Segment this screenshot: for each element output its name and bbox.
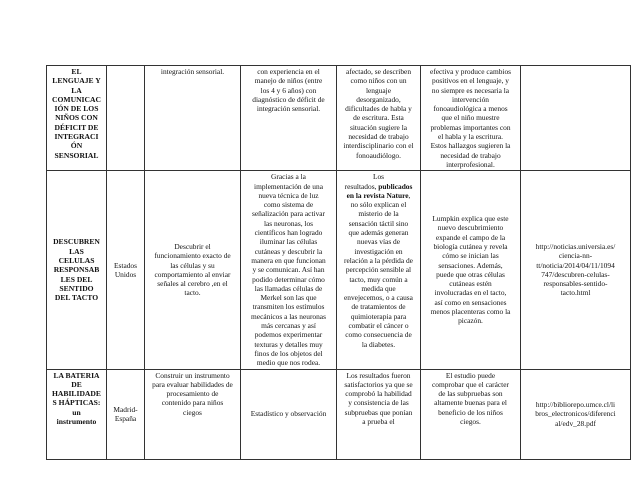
results-cell: Los resultados fueron satisfactorios ya que se comprobó la habilidad y consistencia de las subpruebas que ponían a prueba el: [337, 369, 421, 459]
row-title: LA BATERIA DE HABILIDADE S HÁPTICAS: un instrumento: [47, 369, 107, 459]
research-summary-table: [46, 65, 631, 460]
row-title: DESCUBREN LAS CELULAS RESPONSAB LES DEL SENTIDO DEL TACTO: [47, 171, 107, 369]
results-cell: afectado, se describen como niños con un lenguaje desorganizado, dificultades de habla y de escritura. Esta situación sugiere la necesidad de trabajo interdisciplinario con el fonoaudiólogo.: [337, 66, 421, 171]
conclusions-cell: efectiva y produce cambios positivos en el lenguaje, y no siempre es necesaria la intervención fonoaudiológica a menos que el niño muestre problemas importantes con el habla y la escritura. Estos hallazgos sugieren la necesidad de trabajo interprofesional.: [421, 66, 521, 171]
place-cell: Estados Unidos: [107, 171, 145, 369]
results-cell: [337, 171, 421, 369]
table-row: [47, 171, 631, 369]
row-title: EL LENGUAJE Y LA COMUNICAC IÓN DE LOS NIÑOS CON DÉFICIT DE INTEGRACI ÓN SENSORIAL: [47, 66, 107, 171]
methods-cell: con experiencia en el manejo de niños (entre los 4 y 6 años) con diagnóstico de déficit de integración sensorial.: [241, 66, 337, 171]
conclusions-cell: El estudio puede comprobar que el carácter de las subpruebas son altamente buenas para el beneficio de los niños ciegos.: [421, 369, 521, 459]
objective-cell: Descubrir el funcionamiento exacto de las células y su comportamiento al enviar señales al cerebro ,en el tacto.: [145, 171, 241, 369]
results-text-pre: Los resultados,: [344, 172, 385, 191]
results-text-bold: publicados en la revista Nature: [346, 181, 413, 200]
source-cell: http://noticias.universia.es/ ciencia-nn- tt/noticia/2014/04/11/1094 747/descubren-celulas- responsables-sentido- tacto.html: [521, 171, 631, 369]
source-cell: [521, 66, 631, 171]
place-cell: Madrid- España: [107, 369, 145, 459]
conclusions-cell: Lumpkin explica que este nuevo descubrimiento expande el campo de la biología cutánea y revela cómo se inician las sensaciones. Además, puede que otras células cutáneas estén involucradas en el tacto, así como en sensaciones menos placenteras como la picazón.: [421, 171, 521, 369]
methods-cell: Estadístico y observación: [241, 369, 337, 459]
objective-cell: integración sensorial.: [145, 66, 241, 171]
place-cell: [107, 66, 145, 171]
source-cell: http://bibliorepo.umce.cl/li bros_electronicos/diferenci al/edv_28.pdf: [521, 369, 631, 459]
table-row: [47, 66, 631, 171]
table-row: [47, 369, 631, 459]
methods-cell: Gracias a la implementación de una nueva técnica de luz como sistema de señalización para activar las neuronas, los científicos han logrado iluminar las células cutáneas y descubrir la manera en que funcionan y se comunican. Así han podido determinar cómo las llamadas células de Merkel son las que transmiten los estímulos mecánicos a las neuronas más cercanas y así podemos experimentar texturas y detalles muy finos de los objetos del medio que nos rodea.: [241, 171, 337, 369]
results-text-post: , no sólo explican el misterio de la sensación táctil sino que además generan nuevas vías de investigación en relación a la pérdida de percepción sensible al tacto, muy común a medida que envejecemos, o a causa de tratamientos de quimioterapia para combatir el cáncer o como consecuencia de la diabetes.: [344, 190, 413, 349]
objective-cell: Construir un instrumento para evaluar habilidades de procesamiento de contenido para niños ciegos: [145, 369, 241, 459]
